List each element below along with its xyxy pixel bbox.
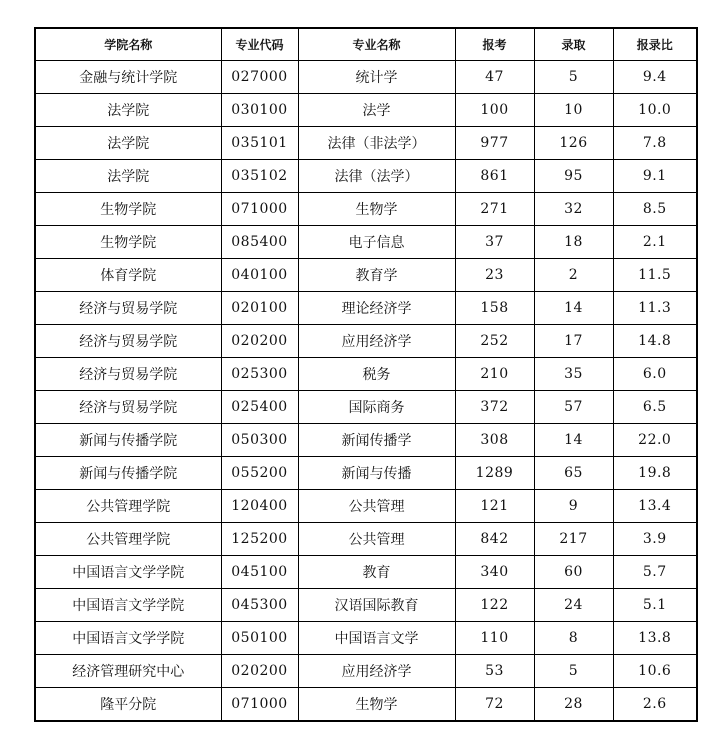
college-cell: 体育学院 bbox=[35, 259, 221, 292]
ratio-cell: 19.8 bbox=[613, 457, 697, 490]
applicants-cell: 122 bbox=[455, 589, 534, 622]
applicants-cell: 72 bbox=[455, 688, 534, 722]
table-row bbox=[35, 226, 697, 259]
code-cell: 035101 bbox=[221, 127, 298, 160]
college-cell: 中国语言文学学院 bbox=[35, 622, 221, 655]
code-cell: 055200 bbox=[221, 457, 298, 490]
admitted-cell: 14 bbox=[534, 292, 613, 325]
ratio-cell: 2.1 bbox=[613, 226, 697, 259]
admitted-cell: 95 bbox=[534, 160, 613, 193]
admitted-cell: 2 bbox=[534, 259, 613, 292]
header-ratio: 报录比 bbox=[613, 28, 697, 61]
applicants-cell: 53 bbox=[455, 655, 534, 688]
code-cell: 120400 bbox=[221, 490, 298, 523]
major-cell: 理论经济学 bbox=[298, 292, 455, 325]
applicants-cell: 308 bbox=[455, 424, 534, 457]
code-cell: 040100 bbox=[221, 259, 298, 292]
ratio-cell: 6.0 bbox=[613, 358, 697, 391]
admitted-cell: 5 bbox=[534, 61, 613, 94]
header-row bbox=[35, 28, 697, 61]
college-cell: 经济与贸易学院 bbox=[35, 358, 221, 391]
college-cell: 隆平分院 bbox=[35, 688, 221, 722]
ratio-cell: 13.4 bbox=[613, 490, 697, 523]
code-cell: 020200 bbox=[221, 655, 298, 688]
major-cell: 生物学 bbox=[298, 193, 455, 226]
major-cell: 教育学 bbox=[298, 259, 455, 292]
admitted-cell: 10 bbox=[534, 94, 613, 127]
major-cell: 公共管理 bbox=[298, 490, 455, 523]
major-cell: 国际商务 bbox=[298, 391, 455, 424]
admitted-cell: 9 bbox=[534, 490, 613, 523]
applicants-cell: 252 bbox=[455, 325, 534, 358]
college-cell: 经济与贸易学院 bbox=[35, 325, 221, 358]
applicants-cell: 340 bbox=[455, 556, 534, 589]
ratio-cell: 9.1 bbox=[613, 160, 697, 193]
college-cell: 中国语言文学学院 bbox=[35, 589, 221, 622]
major-cell: 统计学 bbox=[298, 61, 455, 94]
admitted-cell: 60 bbox=[534, 556, 613, 589]
table-row bbox=[35, 127, 697, 160]
code-cell: 125200 bbox=[221, 523, 298, 556]
ratio-cell: 5.7 bbox=[613, 556, 697, 589]
table-body bbox=[35, 61, 697, 722]
applicants-cell: 121 bbox=[455, 490, 534, 523]
code-cell: 085400 bbox=[221, 226, 298, 259]
applicants-cell: 158 bbox=[455, 292, 534, 325]
college-cell: 新闻与传播学院 bbox=[35, 457, 221, 490]
code-cell: 071000 bbox=[221, 193, 298, 226]
applicants-cell: 110 bbox=[455, 622, 534, 655]
code-cell: 020200 bbox=[221, 325, 298, 358]
applicants-cell: 37 bbox=[455, 226, 534, 259]
header-applicants: 报考 bbox=[455, 28, 534, 61]
code-cell: 071000 bbox=[221, 688, 298, 722]
college-cell: 公共管理学院 bbox=[35, 523, 221, 556]
major-cell: 法学 bbox=[298, 94, 455, 127]
table-row bbox=[35, 424, 697, 457]
major-cell: 生物学 bbox=[298, 688, 455, 722]
table-row bbox=[35, 688, 697, 722]
college-cell: 经济管理研究中心 bbox=[35, 655, 221, 688]
admitted-cell: 57 bbox=[534, 391, 613, 424]
college-cell: 生物学院 bbox=[35, 226, 221, 259]
table-row bbox=[35, 325, 697, 358]
table-row bbox=[35, 160, 697, 193]
table-row bbox=[35, 589, 697, 622]
admitted-cell: 126 bbox=[534, 127, 613, 160]
admitted-cell: 18 bbox=[534, 226, 613, 259]
applicants-cell: 100 bbox=[455, 94, 534, 127]
major-cell: 新闻传播学 bbox=[298, 424, 455, 457]
admitted-cell: 65 bbox=[534, 457, 613, 490]
table-row bbox=[35, 61, 697, 94]
ratio-cell: 9.4 bbox=[613, 61, 697, 94]
admitted-cell: 217 bbox=[534, 523, 613, 556]
header-major: 专业名称 bbox=[298, 28, 455, 61]
ratio-cell: 7.8 bbox=[613, 127, 697, 160]
ratio-cell: 14.8 bbox=[613, 325, 697, 358]
admitted-cell: 17 bbox=[534, 325, 613, 358]
admitted-cell: 35 bbox=[534, 358, 613, 391]
table-row bbox=[35, 622, 697, 655]
college-cell: 生物学院 bbox=[35, 193, 221, 226]
table-row bbox=[35, 556, 697, 589]
college-cell: 公共管理学院 bbox=[35, 490, 221, 523]
table-row bbox=[35, 523, 697, 556]
table-row bbox=[35, 457, 697, 490]
college-cell: 新闻与传播学院 bbox=[35, 424, 221, 457]
admitted-cell: 24 bbox=[534, 589, 613, 622]
table-row bbox=[35, 490, 697, 523]
major-cell: 应用经济学 bbox=[298, 655, 455, 688]
ratio-cell: 22.0 bbox=[613, 424, 697, 457]
applicants-cell: 1289 bbox=[455, 457, 534, 490]
admissions-table bbox=[34, 27, 698, 722]
major-cell: 汉语国际教育 bbox=[298, 589, 455, 622]
admitted-cell: 14 bbox=[534, 424, 613, 457]
applicants-cell: 372 bbox=[455, 391, 534, 424]
table-row bbox=[35, 391, 697, 424]
major-cell: 教育 bbox=[298, 556, 455, 589]
major-cell: 应用经济学 bbox=[298, 325, 455, 358]
table-row bbox=[35, 193, 697, 226]
applicants-cell: 842 bbox=[455, 523, 534, 556]
college-cell: 法学院 bbox=[35, 127, 221, 160]
code-cell: 025300 bbox=[221, 358, 298, 391]
applicants-cell: 271 bbox=[455, 193, 534, 226]
header-admitted: 录取 bbox=[534, 28, 613, 61]
ratio-cell: 5.1 bbox=[613, 589, 697, 622]
major-cell: 中国语言文学 bbox=[298, 622, 455, 655]
applicants-cell: 47 bbox=[455, 61, 534, 94]
major-cell: 法律（法学） bbox=[298, 160, 455, 193]
code-cell: 045100 bbox=[221, 556, 298, 589]
college-cell: 中国语言文学学院 bbox=[35, 556, 221, 589]
code-cell: 027000 bbox=[221, 61, 298, 94]
college-cell: 经济与贸易学院 bbox=[35, 391, 221, 424]
table-row bbox=[35, 358, 697, 391]
major-cell: 新闻与传播 bbox=[298, 457, 455, 490]
applicants-cell: 210 bbox=[455, 358, 534, 391]
ratio-cell: 6.5 bbox=[613, 391, 697, 424]
code-cell: 025400 bbox=[221, 391, 298, 424]
header-code: 专业代码 bbox=[221, 28, 298, 61]
major-cell: 税务 bbox=[298, 358, 455, 391]
admitted-cell: 8 bbox=[534, 622, 613, 655]
ratio-cell: 8.5 bbox=[613, 193, 697, 226]
code-cell: 035102 bbox=[221, 160, 298, 193]
header-college: 学院名称 bbox=[35, 28, 221, 61]
major-cell: 法律（非法学） bbox=[298, 127, 455, 160]
major-cell: 公共管理 bbox=[298, 523, 455, 556]
code-cell: 020100 bbox=[221, 292, 298, 325]
table-header bbox=[35, 28, 697, 61]
code-cell: 045300 bbox=[221, 589, 298, 622]
table-row bbox=[35, 655, 697, 688]
admitted-cell: 28 bbox=[534, 688, 613, 722]
ratio-cell: 2.6 bbox=[613, 688, 697, 722]
ratio-cell: 10.0 bbox=[613, 94, 697, 127]
code-cell: 050100 bbox=[221, 622, 298, 655]
table-row bbox=[35, 259, 697, 292]
code-cell: 030100 bbox=[221, 94, 298, 127]
college-cell: 经济与贸易学院 bbox=[35, 292, 221, 325]
ratio-cell: 11.5 bbox=[613, 259, 697, 292]
ratio-cell: 10.6 bbox=[613, 655, 697, 688]
ratio-cell: 3.9 bbox=[613, 523, 697, 556]
table-row bbox=[35, 292, 697, 325]
applicants-cell: 977 bbox=[455, 127, 534, 160]
admitted-cell: 32 bbox=[534, 193, 613, 226]
admitted-cell: 5 bbox=[534, 655, 613, 688]
ratio-cell: 11.3 bbox=[613, 292, 697, 325]
code-cell: 050300 bbox=[221, 424, 298, 457]
major-cell: 电子信息 bbox=[298, 226, 455, 259]
applicants-cell: 861 bbox=[455, 160, 534, 193]
ratio-cell: 13.8 bbox=[613, 622, 697, 655]
college-cell: 法学院 bbox=[35, 160, 221, 193]
college-cell: 法学院 bbox=[35, 94, 221, 127]
applicants-cell: 23 bbox=[455, 259, 534, 292]
college-cell: 金融与统计学院 bbox=[35, 61, 221, 94]
table-row bbox=[35, 94, 697, 127]
